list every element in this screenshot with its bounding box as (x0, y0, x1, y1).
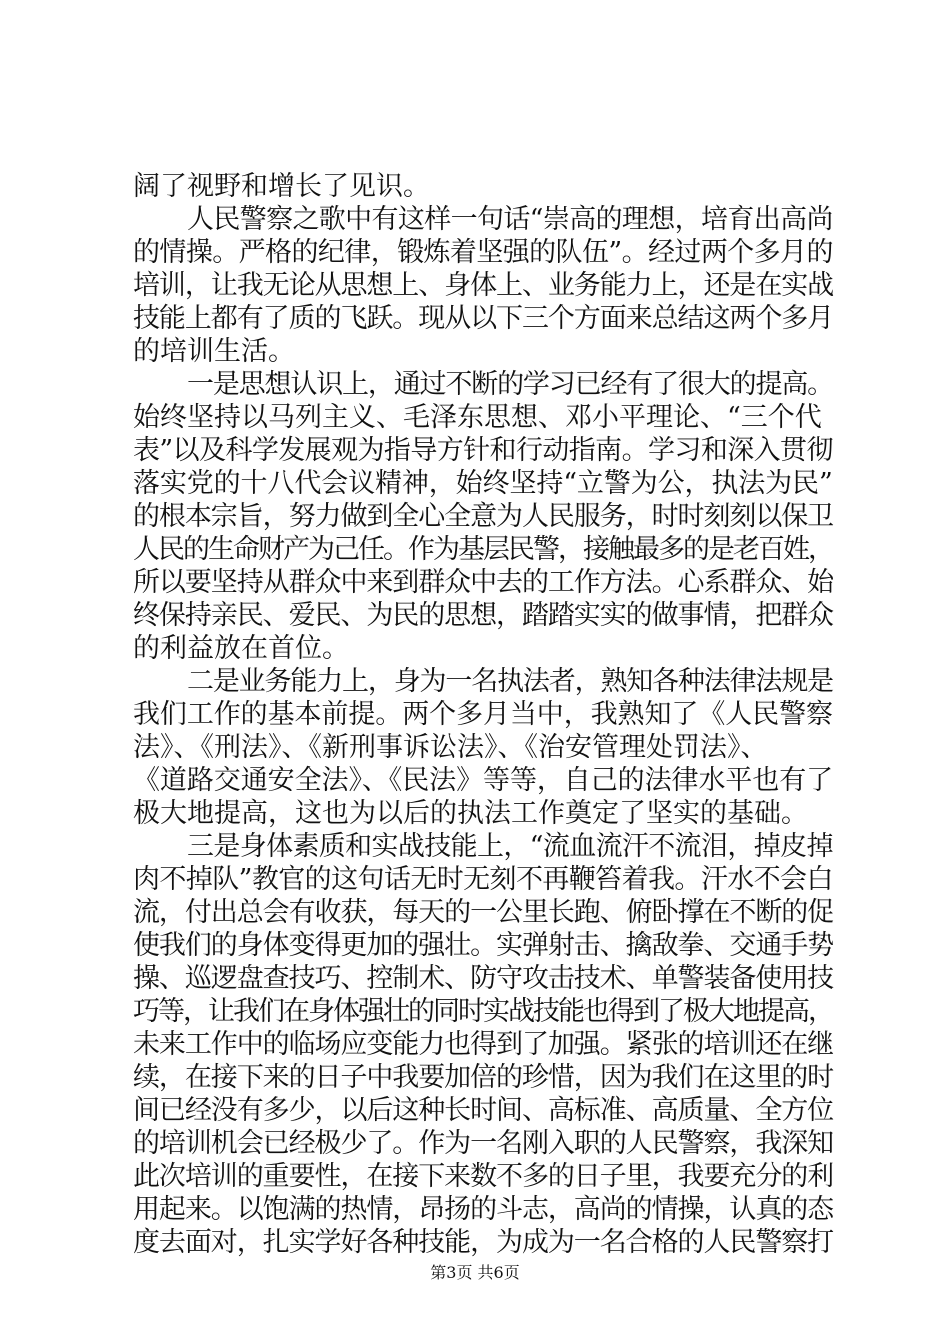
text-line: 一是思想认识上，通过不断的学习已经有了很大的提高。 (187, 369, 833, 400)
text-line: 肉不掉队”教官的这句话无时无刻不再鞭笞着我。汗水不会白 (133, 864, 833, 895)
text-line: 二是业务能力上，身为一名执法者，熟知各种法律法规是 (187, 666, 833, 697)
text-line: 的情操。严格的纪律，锻炼着坚强的队伍”。经过两个多月的 (133, 237, 833, 268)
text-line: 间已经没有多少，以后这种长时间、高标准、高质量、全方位 (133, 1095, 834, 1126)
text-line: 所以要坚持从群众中来到群众中去的工作方法。心系群众、始 (133, 567, 834, 598)
text-line: 极大地提高，这也为以后的执法工作奠定了坚实的基础。 (133, 798, 808, 829)
text-line: 的利益放在首位。 (133, 633, 349, 664)
page-footer: 第3页 共6页 (430, 1263, 520, 1282)
text-line: 操、巡逻盘查技巧、控制术、防守攻击技术、单警装备使用技 (133, 963, 834, 994)
text-line: 此次培训的重要性，在接下来数不多的日子里，我要充分的利 (133, 1161, 834, 1192)
text-line: 始终坚持以马列主义、毛泽东思想、邓小平理论、“三个代 (133, 402, 822, 433)
text-line: 表”以及科学发展观为指导方针和行动指南。学习和深入贯彻 (133, 435, 833, 466)
text-line: 阔了视野和增长了见识。 (133, 171, 430, 202)
text-line: 落实党的十八代会议精神，始终坚持“立警为公，执法为民” (133, 468, 833, 499)
text-line: 续，在接下来的日子中我要加倍的珍惜，因为我们在这里的时 (133, 1062, 834, 1093)
text-line: 用起来。以饱满的热情，昂扬的斗志，高尚的情操，认真的态 (133, 1194, 834, 1225)
text-line: 流，付出总会有收获，每天的一公里长跑、俯卧撑在不断的促 (133, 897, 834, 928)
text-line: 度去面对，扎实学好各种技能，为成为一名合格的人民警察打 (133, 1227, 834, 1258)
text-line: 巧等，让我们在身体强壮的同时实战技能也得到了极大地提高， (133, 996, 833, 1027)
text-line: 培训，让我无论从思想上、身体上、业务能力上，还是在实战 (133, 270, 834, 301)
text-line: 法》、《刑法》、《新刑事诉讼法》、《治安管理处罚法》、 (133, 732, 768, 763)
text-line: 我们工作的基本前提。两个多月当中，我熟知了《人民警察 (133, 699, 833, 730)
text-line: 的根本宗旨，努力做到全心全意为人民服务，时时刻刻以保卫 (133, 501, 834, 532)
text-line: 未来工作中的临场应变能力也得到了加强。紧张的培训还在继 (133, 1029, 834, 1060)
text-line: 《道路交通安全法》、《民法》等等，自己的法律水平也有了 (133, 765, 834, 796)
text-line: 人民的生命财产为己任。作为基层民警，接触最多的是老百姓， (133, 534, 833, 565)
document-body (133, 170, 833, 1259)
text-line: 人民警察之歌中有这样一句话“崇高的理想，培育出高尚 (187, 204, 833, 235)
text-line: 的培训机会已经极少了。作为一名刚入职的人民警察，我深知 (133, 1128, 834, 1159)
text-line: 技能上都有了质的飞跃。现从以下三个方面来总结这两个多月 (133, 303, 834, 334)
text-line: 使我们的身体变得更加的强壮。实弹射击、擒敌拳、交通手势 (133, 930, 834, 961)
text-line: 三是身体素质和实战技能上，“流血流汗不流泪，掉皮掉 (187, 831, 833, 862)
text-line: 终保持亲民、爱民、为民的思想，踏踏实实的做事情，把群众 (133, 600, 834, 631)
text-line: 的培训生活。 (133, 336, 295, 367)
